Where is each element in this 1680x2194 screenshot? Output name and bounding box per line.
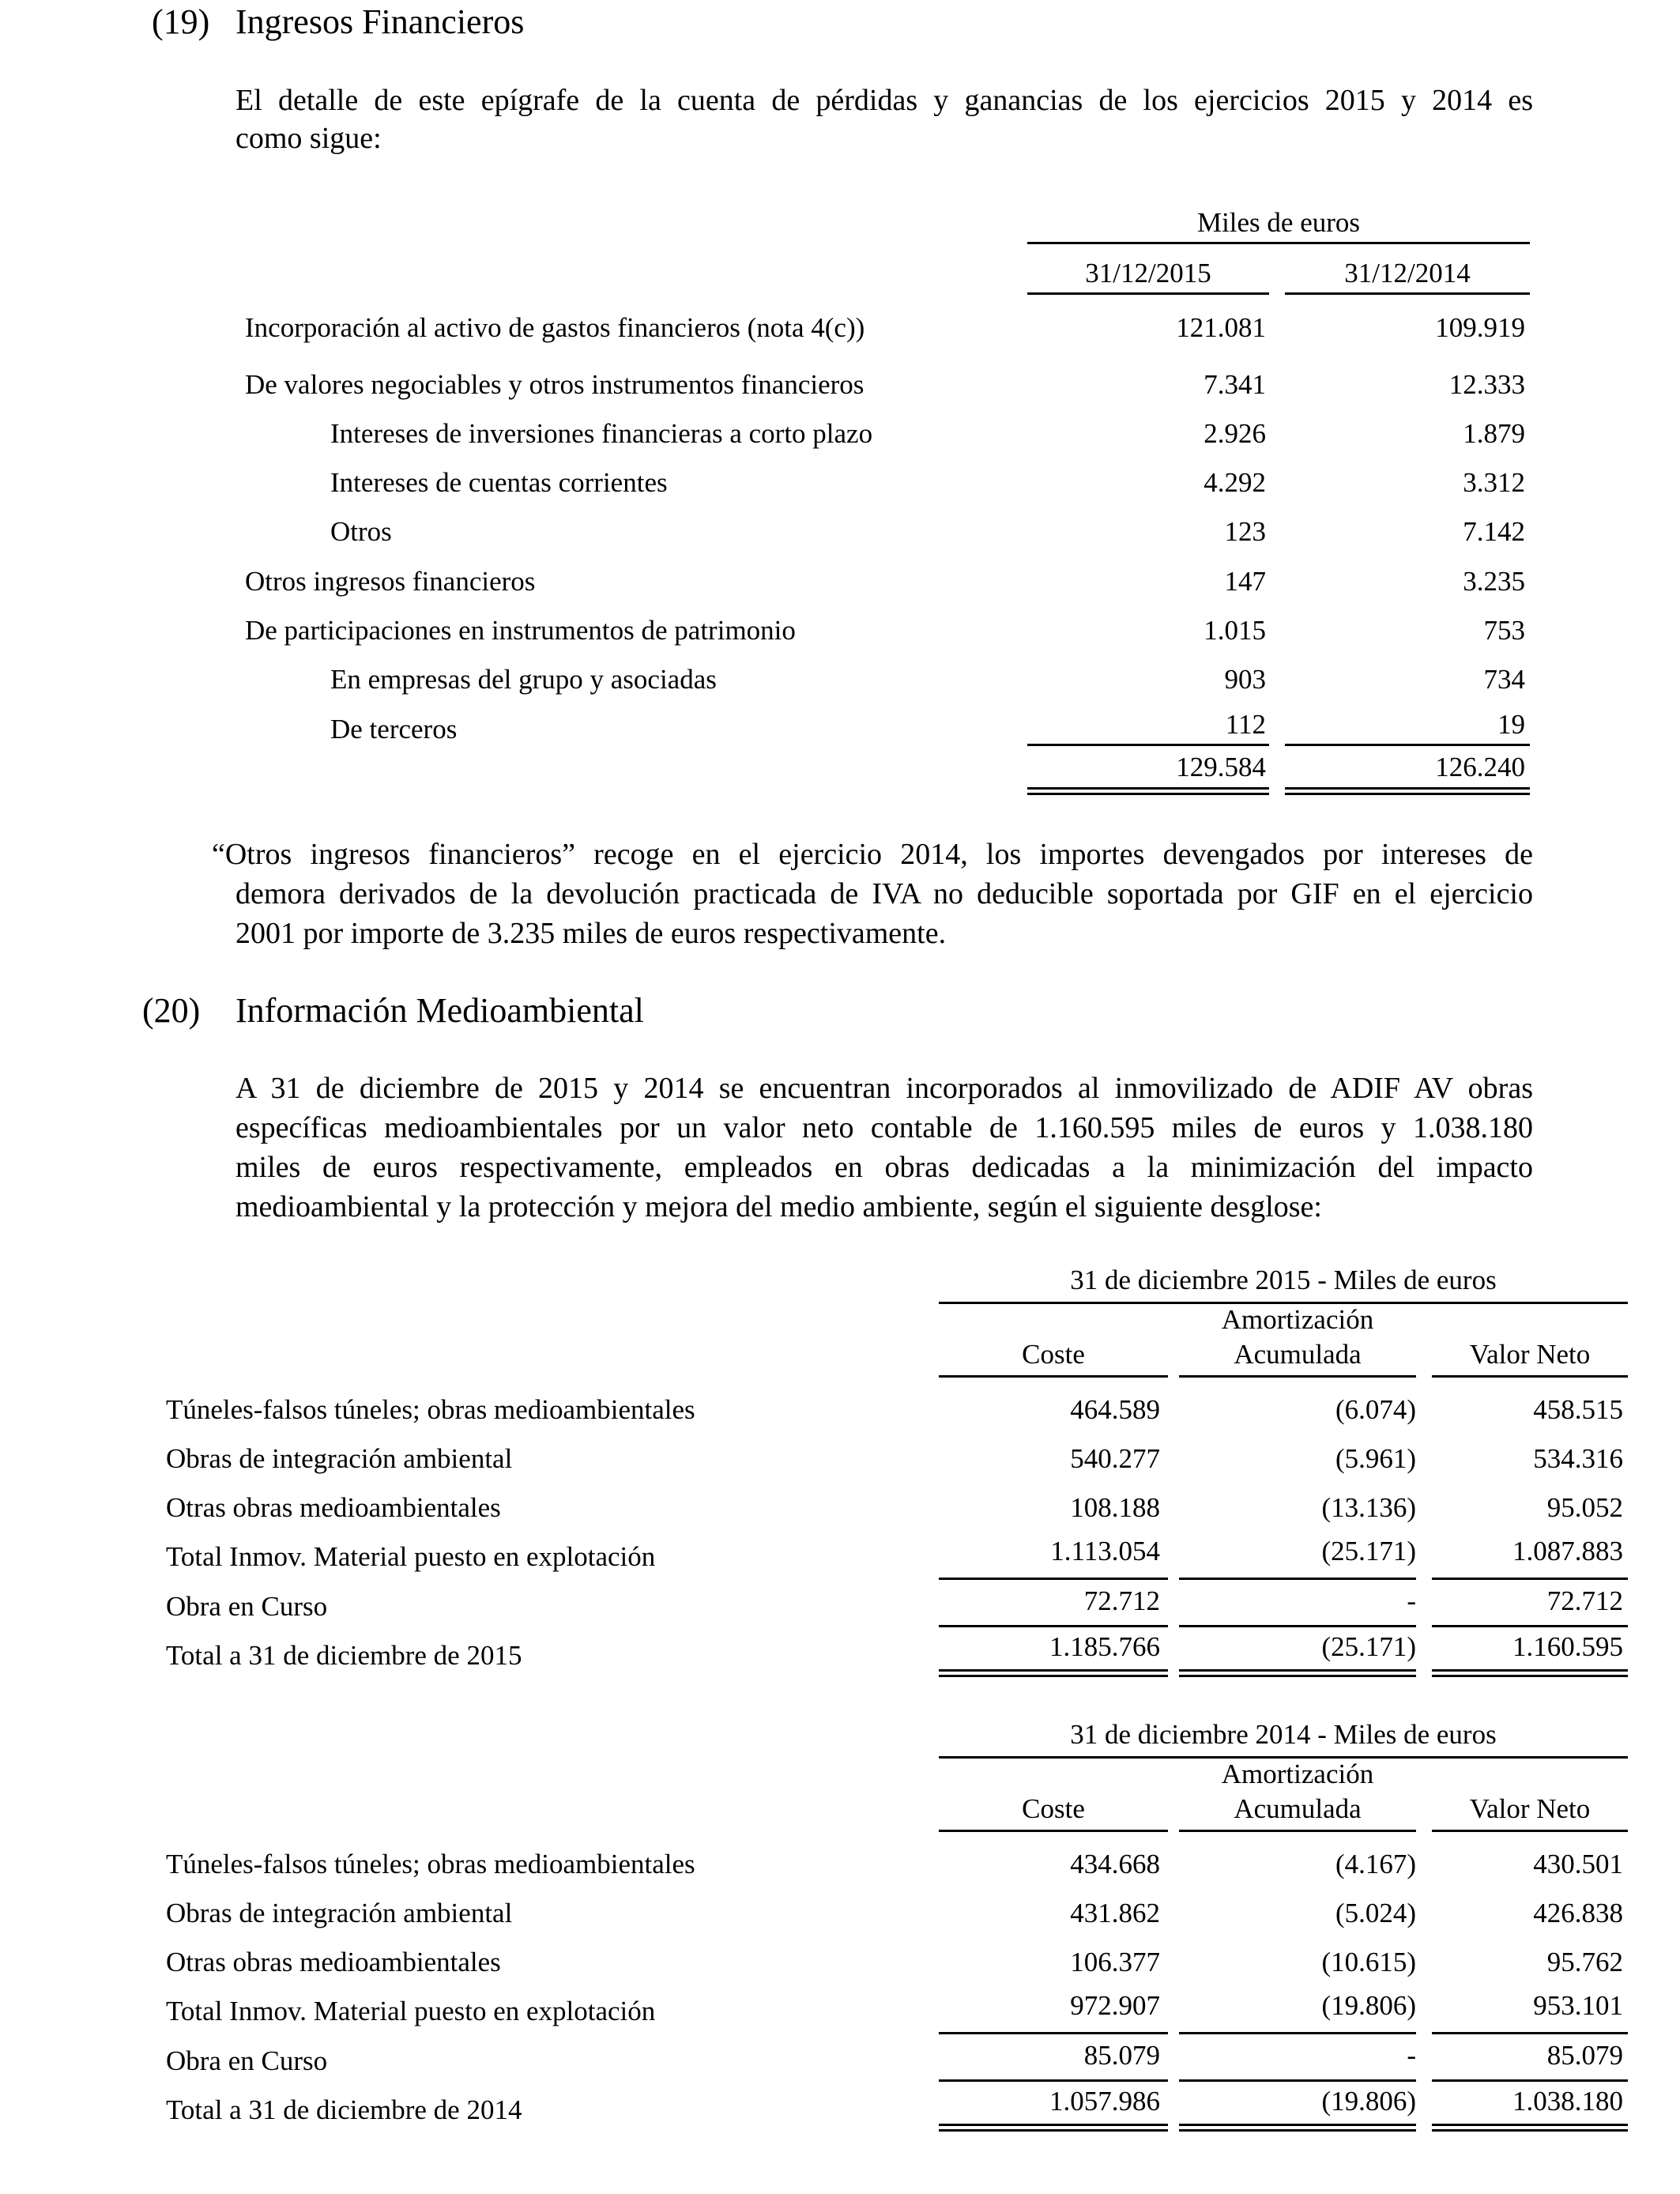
- section-20-number: (20): [142, 991, 201, 1030]
- income-total-2014: 126.240: [1435, 752, 1525, 782]
- env-col-amort-line2: Acumulada: [1234, 1339, 1362, 1370]
- env-table-header: 31 de diciembre 2015 - Miles de euros: [1070, 1265, 1497, 1295]
- env-col-rule: [1179, 1375, 1416, 1378]
- env-row-amort: (6.074): [1335, 1394, 1416, 1425]
- env-col-rule: [939, 1375, 1168, 1378]
- env-subtotal-rule: [1179, 2079, 1416, 2082]
- env-row-label: Otras obras medioambientales: [166, 1947, 501, 1977]
- env-row-coste: 1.057.986: [1049, 2086, 1160, 2117]
- env-row-coste: 540.277: [1070, 1443, 1160, 1474]
- env-col-amort-line1: Amortización: [1221, 1304, 1374, 1335]
- env-row-label: Otras obras medioambientales: [166, 1492, 501, 1523]
- env-row-amort: (5.024): [1335, 1898, 1416, 1928]
- income-col-2014-rule: [1285, 292, 1530, 295]
- env-total-double-rule: [1179, 2124, 1416, 2132]
- section-20-intro-line-3: miles de euros respectivamente, empleados en obras dedicadas a la minimización del impacto: [235, 1151, 1533, 1184]
- env-row-label: Túneles-falsos túneles; obras medioambientales: [166, 1394, 695, 1425]
- income-row-2014: 109.919: [1435, 312, 1525, 343]
- env-total-double-rule: [1432, 2124, 1628, 2132]
- env-row-coste: 106.377: [1070, 1947, 1160, 1977]
- env-row-amort: (19.806): [1321, 2086, 1416, 2117]
- env-row-amort: -: [1407, 1585, 1416, 1616]
- section-19-note-line-2: demora derivados de la devolución practicada de IVA no deducible soportada por GIF en el ejercicio: [235, 877, 1533, 910]
- env-col-coste: Coste: [1022, 1339, 1085, 1370]
- env-subtotal-rule: [1432, 1625, 1628, 1627]
- section-19-title: Ingresos Financieros: [235, 2, 525, 41]
- env-col-rule: [939, 1830, 1168, 1832]
- env-subtotal-rule: [1432, 2079, 1628, 2082]
- env-row-neto: 1.038.180: [1512, 2086, 1623, 2117]
- section-20-intro-line-2: específicas medioambientales por un valor neto contable de 1.160.595 miles de euros y 1.038.180: [235, 1111, 1533, 1144]
- env-row-label: Total Inmov. Material puesto en explotación: [166, 1541, 656, 1572]
- income-table-header: Miles de euros: [1196, 207, 1361, 238]
- income-row-2015: 903: [1224, 664, 1266, 695]
- env-subtotal-rule: [939, 1578, 1168, 1580]
- env-row-neto: 72.712: [1546, 1585, 1623, 1616]
- income-row-2015: 2.926: [1203, 418, 1266, 449]
- income-row-label: Incorporación al activo de gastos financieros (nota 4(c)): [245, 312, 865, 343]
- env-subtotal-rule: [1432, 1578, 1628, 1580]
- income-row-2014: 734: [1483, 664, 1525, 695]
- income-col-2015-rule: [1027, 292, 1269, 295]
- section-20-title: Información Medioambiental: [235, 991, 644, 1030]
- income-row-2015: 123: [1224, 516, 1266, 547]
- income-table-header-rule: [1027, 242, 1530, 244]
- env-row-coste: 108.188: [1070, 1492, 1160, 1523]
- env-row-coste: 431.862: [1070, 1898, 1160, 1928]
- income-row-2014: 7.142: [1463, 516, 1525, 547]
- section-19-note-line-1: “Otros ingresos financieros” recoge en el ejercicio 2014, los importes devengados por intereses de: [212, 838, 1533, 871]
- section-20-intro-line-4: medioambiental y la protección y mejora del medio ambiente, según el siguiente desglose:: [235, 1190, 1322, 1223]
- env-row-amort: (10.615): [1321, 1947, 1416, 1977]
- env-total-double-rule: [1432, 1669, 1628, 1677]
- income-total-double-rule: [1285, 787, 1530, 795]
- income-row-2014: 12.333: [1448, 369, 1525, 400]
- env-row-neto: 430.501: [1533, 1849, 1623, 1879]
- section-20-intro-line-1: A 31 de diciembre de 2015 y 2014 se encuentran incorporados al inmovilizado de ADIF AV obras: [235, 1072, 1533, 1105]
- env-row-label: Total Inmov. Material puesto en explotación: [166, 1996, 656, 2026]
- income-col-2015: 31/12/2015: [1085, 258, 1211, 288]
- income-row-label: De participaciones en instrumentos de patrimonio: [245, 615, 796, 646]
- env-col-rule: [1179, 1830, 1416, 1832]
- env-row-coste: 434.668: [1070, 1849, 1160, 1879]
- env-col-rule: [1432, 1830, 1628, 1832]
- env-total-double-rule: [939, 1669, 1168, 1677]
- env-total-double-rule: [939, 2124, 1168, 2132]
- env-row-neto: 534.316: [1533, 1443, 1623, 1474]
- env-row-neto: 1.087.883: [1512, 1536, 1623, 1566]
- section-19-intro-line-1: El detalle de este epígrafe de la cuenta de pérdidas y ganancias de los ejercicios 2015 y 2014 es: [235, 84, 1533, 117]
- env-row-amort: (13.136): [1321, 1492, 1416, 1523]
- section-19-note-line-3: 2001 por importe de 3.235 miles de euros respectivamente.: [235, 917, 947, 950]
- env-row-coste: 85.079: [1083, 2040, 1160, 2071]
- income-total-2015: 129.584: [1176, 752, 1266, 782]
- env-row-coste: 464.589: [1070, 1394, 1160, 1425]
- income-row-label: Intereses de inversiones financieras a corto plazo: [330, 418, 873, 449]
- env-row-amort: (4.167): [1335, 1849, 1416, 1879]
- income-row-2015: 147: [1224, 566, 1266, 597]
- income-col-2014: 31/12/2014: [1344, 258, 1471, 288]
- env-row-amort: (25.171): [1321, 1631, 1416, 1662]
- income-row-label: De terceros: [330, 714, 458, 745]
- income-row-label: De valores negociables y otros instrumentos financieros: [245, 369, 864, 400]
- env-col-amort-line1: Amortización: [1221, 1759, 1374, 1789]
- env-row-label: Obras de integración ambiental: [166, 1898, 513, 1928]
- env-row-label: Total a 31 de diciembre de 2015: [166, 1640, 522, 1671]
- income-row-2015: 1.015: [1203, 615, 1266, 646]
- income-row-2014: 1.879: [1463, 418, 1525, 449]
- income-row-2014: 3.312: [1463, 467, 1525, 498]
- env-row-coste: 1.113.054: [1050, 1536, 1160, 1566]
- env-subtotal-rule: [1179, 1625, 1416, 1627]
- income-row-label: En empresas del grupo y asociadas: [330, 664, 717, 695]
- env-row-label: Túneles-falsos túneles; obras medioambientales: [166, 1849, 695, 1879]
- env-subtotal-rule: [1179, 2032, 1416, 2034]
- env-col-coste: Coste: [1022, 1793, 1085, 1824]
- env-row-amort: (19.806): [1321, 1990, 1416, 2021]
- income-subtotal-rule: [1285, 744, 1530, 746]
- income-row-label: Intereses de cuentas corrientes: [330, 467, 668, 498]
- section-19-intro-line-2: como sigue:: [235, 122, 382, 155]
- env-row-neto: 95.762: [1546, 1947, 1623, 1977]
- income-row-2015: 4.292: [1203, 467, 1266, 498]
- income-row-2015: 121.081: [1176, 312, 1266, 343]
- env-row-neto: 85.079: [1546, 2040, 1623, 2071]
- env-row-amort: -: [1407, 2040, 1416, 2071]
- env-row-neto: 426.838: [1533, 1898, 1623, 1928]
- env-row-coste: 72.712: [1083, 1585, 1160, 1616]
- env-subtotal-rule: [939, 2032, 1168, 2034]
- env-row-label: Obra en Curso: [166, 1591, 328, 1622]
- env-col-neto: Valor Neto: [1469, 1339, 1591, 1370]
- env-col-neto: Valor Neto: [1469, 1793, 1591, 1824]
- env-subtotal-rule: [939, 1625, 1168, 1627]
- income-subtotal-rule: [1027, 744, 1269, 746]
- env-row-neto: 458.515: [1533, 1394, 1623, 1425]
- env-row-amort: (5.961): [1335, 1443, 1416, 1474]
- env-row-label: Total a 31 de diciembre de 2014: [166, 2094, 522, 2125]
- income-row-2014: 19: [1497, 709, 1525, 740]
- env-row-label: Obras de integración ambiental: [166, 1443, 513, 1474]
- env-row-label: Obra en Curso: [166, 2045, 328, 2076]
- env-col-amort-line2: Acumulada: [1234, 1793, 1362, 1824]
- income-row-2014: 3.235: [1463, 566, 1525, 597]
- env-row-coste: 972.907: [1070, 1990, 1160, 2021]
- env-row-neto: 953.101: [1533, 1990, 1623, 2021]
- env-table-header: 31 de diciembre 2014 - Miles de euros: [1070, 1719, 1497, 1750]
- env-row-neto: 1.160.595: [1512, 1631, 1623, 1662]
- income-row-2014: 753: [1483, 615, 1525, 646]
- income-row-2015: 7.341: [1203, 369, 1266, 400]
- env-subtotal-rule: [1432, 2032, 1628, 2034]
- income-row-label: Otros: [330, 516, 392, 547]
- income-total-double-rule: [1027, 787, 1269, 795]
- env-row-coste: 1.185.766: [1049, 1631, 1160, 1662]
- env-subtotal-rule: [939, 2079, 1168, 2082]
- income-row-2015: 112: [1225, 709, 1266, 740]
- section-19-number: (19): [152, 2, 210, 41]
- env-row-neto: 95.052: [1546, 1492, 1623, 1523]
- env-row-amort: (25.171): [1321, 1536, 1416, 1566]
- env-col-rule: [1432, 1375, 1628, 1378]
- env-subtotal-rule: [1179, 1578, 1416, 1580]
- income-row-label: Otros ingresos financieros: [245, 566, 536, 597]
- env-total-double-rule: [1179, 1669, 1416, 1677]
